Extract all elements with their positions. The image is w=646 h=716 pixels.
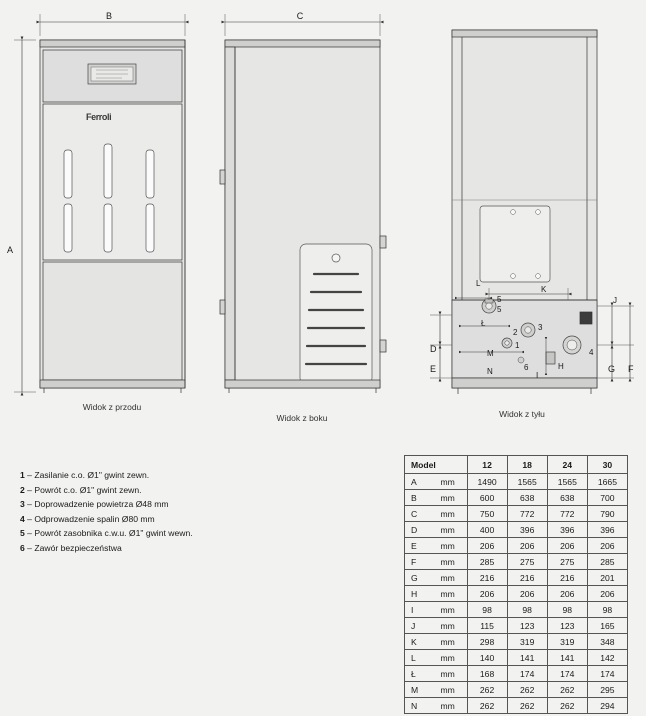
table-cell: 98	[507, 602, 547, 618]
table-row-unit: mm	[440, 538, 467, 554]
table-cell: 396	[587, 522, 627, 538]
table-cell: 275	[547, 554, 587, 570]
legend-item	[20, 526, 320, 541]
legend-item-text: – Powrót c.o. Ø1" gwint zewn.	[27, 484, 142, 495]
caption-front-view: Widok z przodu	[82, 402, 142, 412]
table-row	[405, 522, 628, 538]
table-cell: 700	[587, 490, 627, 506]
dim-label-B: B	[105, 11, 113, 21]
table-cell: 319	[547, 634, 587, 650]
table-row-label: D	[405, 522, 441, 538]
table-cell: 262	[507, 682, 547, 698]
table-row-label: K	[405, 634, 441, 650]
table-row-label: J	[405, 618, 441, 634]
table-row-label: N	[405, 698, 441, 714]
table-cell: 1490	[467, 474, 507, 490]
table-cell: 142	[587, 650, 627, 666]
caption-rear-view: Widok z tyłu	[499, 409, 545, 419]
table-row	[405, 538, 628, 554]
side-view	[220, 14, 386, 393]
table-row-unit: mm	[440, 634, 467, 650]
table-cell: 206	[507, 586, 547, 602]
table-cell: 295	[587, 682, 627, 698]
table-row	[405, 682, 628, 698]
table-header-col-12: 12	[467, 456, 507, 474]
table-cell: 216	[547, 570, 587, 586]
table-header-model: Model	[405, 456, 468, 474]
legend-item	[20, 483, 320, 498]
table-row	[405, 490, 628, 506]
table-row	[405, 650, 628, 666]
dim-label-C: C	[296, 11, 304, 21]
table-row	[405, 474, 628, 490]
table-cell: 206	[587, 586, 627, 602]
table-row-label: H	[405, 586, 441, 602]
table-row-unit: mm	[440, 554, 467, 570]
table-cell: 201	[587, 570, 627, 586]
table-cell: 216	[467, 570, 507, 586]
table-cell: 1665	[587, 474, 627, 490]
legend	[20, 468, 320, 556]
table-row	[405, 506, 628, 522]
table-row-unit: mm	[440, 570, 467, 586]
table-cell: 285	[587, 554, 627, 570]
table-cell: 206	[507, 538, 547, 554]
legend-item-text: – Odprowadzenie spalin Ø80 mm	[27, 513, 155, 524]
table-cell: 98	[587, 602, 627, 618]
callout-1: 1	[515, 341, 520, 350]
table-row	[405, 666, 628, 682]
dimensions-table	[404, 455, 628, 714]
legend-item-number: 6	[20, 542, 25, 553]
table-row	[405, 618, 628, 634]
table-row	[405, 570, 628, 586]
table-cell: 262	[547, 698, 587, 714]
dim-label-E: E	[430, 364, 437, 374]
table-cell: 400	[467, 522, 507, 538]
table-row-label: B	[405, 490, 441, 506]
table-row-label: A	[405, 474, 441, 490]
table-cell: 294	[587, 698, 627, 714]
table-cell: 98	[467, 602, 507, 618]
table-cell: 1565	[507, 474, 547, 490]
legend-item-text: – Doprowadzenie powietrza Ø48 mm	[27, 499, 169, 510]
table-row-label: L	[405, 650, 441, 666]
table-row-label: Ł	[405, 666, 441, 682]
table-row	[405, 586, 628, 602]
table-cell: 772	[507, 506, 547, 522]
legend-item-number: 5	[20, 528, 25, 539]
table-cell: 141	[547, 650, 587, 666]
table-row	[405, 602, 628, 618]
table-cell: 115	[467, 618, 507, 634]
table-row	[405, 634, 628, 650]
dim-label-H: H	[558, 362, 564, 371]
table-cell: 600	[467, 490, 507, 506]
table-row-label: F	[405, 554, 441, 570]
table-header-col-24: 24	[547, 456, 587, 474]
legend-item-text: – Powrót zasobnika c.w.u. Ø1" gwint wewn.	[27, 528, 193, 539]
dim-label-G: G	[608, 364, 616, 374]
table-cell: 168	[467, 666, 507, 682]
table-cell: 638	[547, 490, 587, 506]
legend-item-number: 1	[20, 470, 25, 480]
table-cell: 790	[587, 506, 627, 522]
table-row-unit: mm	[440, 506, 467, 522]
table-cell: 206	[467, 538, 507, 554]
callout-6: 6	[524, 363, 529, 372]
legend-item-text: – Zawór bezpieczeństwa	[27, 542, 122, 553]
dim-label-I: I	[536, 371, 539, 380]
table-row-unit: mm	[440, 586, 467, 602]
dimensions-table-wrapper	[404, 455, 628, 714]
table-cell: 174	[547, 666, 587, 682]
table-cell: 206	[547, 538, 587, 554]
table-cell: 275	[507, 554, 547, 570]
legend-item	[20, 512, 320, 527]
table-cell: 123	[507, 618, 547, 634]
table-cell: 638	[507, 490, 547, 506]
table-body	[405, 474, 628, 714]
table-row-label: M	[405, 682, 441, 698]
table-cell: 140	[467, 650, 507, 666]
callout-5: 5	[497, 305, 502, 314]
table-cell: 165	[587, 618, 627, 634]
table-cell: 1565	[547, 474, 587, 490]
dim-label-D: D	[430, 344, 437, 354]
table-cell: 206	[467, 586, 507, 602]
table-row-unit: mm	[440, 666, 467, 682]
dim-label-A: A	[6, 245, 14, 255]
dim-label-Lstroke: Ł	[481, 319, 486, 328]
legend-item	[20, 541, 320, 556]
table-cell: 206	[547, 586, 587, 602]
table-row-unit: mm	[440, 522, 467, 538]
callout-2: 2	[513, 328, 518, 337]
table-row-unit: mm	[440, 698, 467, 714]
table-cell: 772	[547, 506, 587, 522]
table-cell: 206	[587, 538, 627, 554]
legend-item-number: 4	[20, 513, 25, 524]
table-row	[405, 698, 628, 714]
table-cell: 216	[507, 570, 547, 586]
rear-view	[430, 30, 634, 394]
table-cell: 262	[547, 682, 587, 698]
dim-label-N: N	[487, 367, 493, 376]
table-cell: 750	[467, 506, 507, 522]
legend-item-number: 2	[20, 484, 25, 495]
callout-4: 4	[589, 348, 594, 357]
dim-label-J: J	[613, 296, 617, 305]
legend-item	[20, 468, 320, 483]
dim-label-F: F	[628, 364, 634, 374]
front-view	[14, 14, 185, 393]
table-cell: 123	[547, 618, 587, 634]
table-row-unit: mm	[440, 490, 467, 506]
table-row-label: C	[405, 506, 441, 522]
table-header-col-30: 30	[587, 456, 627, 474]
dim-label-M: M	[487, 349, 494, 358]
table-row-unit: mm	[440, 650, 467, 666]
table-header-col-18: 18	[507, 456, 547, 474]
table-cell: 98	[547, 602, 587, 618]
table-cell: 319	[507, 634, 547, 650]
table-cell: 298	[467, 634, 507, 650]
table-row-unit: mm	[440, 474, 467, 490]
svg-text:Ferroli: Ferroli	[86, 112, 112, 122]
table-row-label: E	[405, 538, 441, 554]
legend-item-text: – Zasilanie c.o. Ø1" gwint zewn.	[27, 470, 150, 480]
table-cell: 396	[547, 522, 587, 538]
table-cell: 285	[467, 554, 507, 570]
table-cell: 262	[507, 698, 547, 714]
dim-label-S: 5	[497, 295, 502, 304]
legend-item	[20, 497, 320, 512]
table-cell: 262	[467, 698, 507, 714]
table-cell: 348	[587, 634, 627, 650]
table-cell: 174	[507, 666, 547, 682]
table-row-label: G	[405, 570, 441, 586]
table-cell: 396	[507, 522, 547, 538]
table-row-unit: mm	[440, 602, 467, 618]
table-row-unit: mm	[440, 618, 467, 634]
dim-label-K: K	[541, 285, 547, 294]
table-header-row	[405, 456, 628, 474]
legend-item-number: 3	[20, 499, 25, 510]
table-cell: 141	[507, 650, 547, 666]
table-row	[405, 554, 628, 570]
caption-side-view: Widok z boku	[276, 413, 328, 423]
table-row-label: I	[405, 602, 441, 618]
table-cell: 262	[467, 682, 507, 698]
callout-3: 3	[538, 323, 543, 332]
table-cell: 174	[587, 666, 627, 682]
table-row-unit: mm	[440, 682, 467, 698]
dim-label-L: L	[476, 279, 481, 288]
